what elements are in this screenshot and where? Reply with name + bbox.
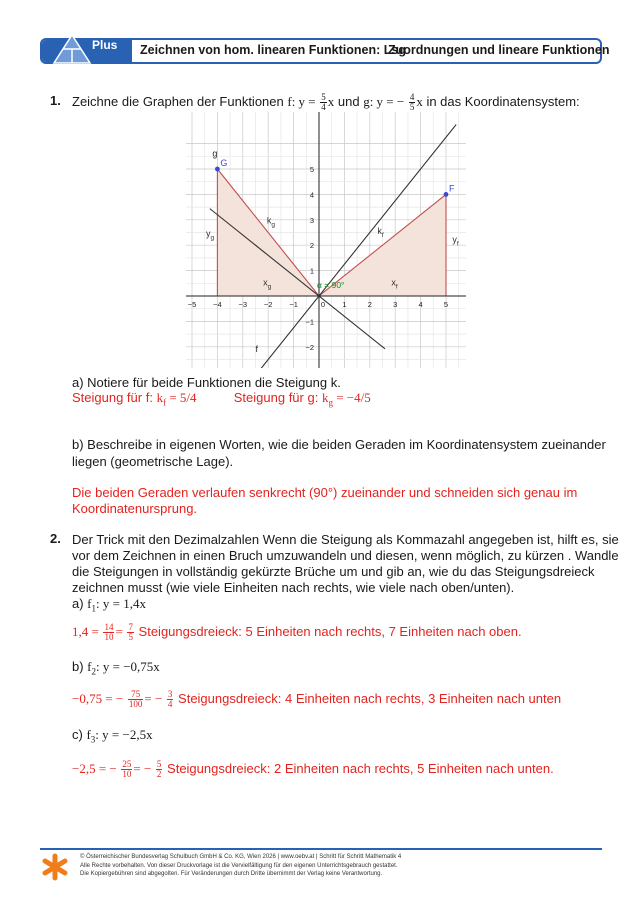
- answer-a-g-label: Steigung für g:: [233, 390, 322, 405]
- k-g-value: = −4/5: [332, 390, 371, 405]
- f-definition-lhs: f: y =: [287, 94, 316, 109]
- task-2b-ans-text: Steigungsdreieck: 4 Einheiten nach rechts, 3 Einheiten nach unten: [174, 691, 562, 706]
- point-label-G: G: [220, 158, 228, 168]
- g-slope-fraction: $\frac{4}{5}$: [409, 92, 415, 113]
- question-b-line-2: liegen (geometrische Lage).: [72, 454, 234, 469]
- x-tick-label: −3: [238, 300, 248, 309]
- x-tick-label: 3: [393, 300, 398, 309]
- worksheet-topic: Zuordnungen und lineare Funktionen: [388, 43, 610, 57]
- label-line-g: g: [212, 148, 218, 159]
- y-tick-label: −1: [305, 317, 314, 327]
- task-2c-sub: 3: [90, 734, 96, 745]
- x-tick-label: 1: [342, 300, 347, 309]
- k-g-sub: g: [328, 397, 333, 408]
- k-f-value: = 5/4: [166, 390, 197, 405]
- worksheet-title: Zeichnen von hom. linearen Funktionen: Lsg: [140, 43, 406, 57]
- fraction-75-100: $\frac{75}{100}$: [128, 689, 143, 710]
- answer-a: [72, 389, 371, 412]
- footer-line-2: Alle Rechte vorbehalten. Von dieser Druckvorlage ist die Vervielfältigung für den eigenen Unterrichtsgebrauch gestattet.: [80, 862, 398, 869]
- question-b-line-1: b) Beschreibe in eigenen Worten, wie die beiden Geraden im Koordinatensystem zueinander: [72, 437, 606, 452]
- y-tick-label: −2: [305, 342, 314, 352]
- point-G: [215, 167, 220, 172]
- x-tick-label: −4: [213, 300, 222, 309]
- task-2c-rest: : y = −2,5x: [95, 727, 153, 742]
- task-2b-rest: : y = −0,75x: [96, 659, 160, 674]
- und: und: [334, 94, 364, 109]
- y-tick-label: 3: [309, 215, 314, 225]
- y-tick-label: 4: [309, 190, 314, 200]
- y-tick-label: 2: [309, 241, 314, 251]
- y-tick-label: 1: [309, 266, 314, 276]
- task-2-line-2: vor dem Zeichnen in einen Bruch umzuwandeln und diesen, wenn möglich, zu kürzen . Wandle: [72, 548, 619, 563]
- task-2c-label: c): [72, 727, 87, 742]
- k-f: k: [156, 390, 164, 405]
- x-tick-label: −2: [263, 300, 273, 309]
- task-2b-sub: 2: [91, 666, 97, 677]
- task-2a-rest: : y = 1,4x: [96, 596, 146, 611]
- f-x: x: [327, 94, 335, 109]
- task-2c-func: f: [86, 727, 91, 742]
- plus-badge: Plus: [92, 38, 118, 52]
- task-2b-func: f: [87, 659, 92, 674]
- fraction-3-4: $\frac{3}{4}$: [167, 689, 173, 710]
- x-tick-label: −5: [187, 300, 197, 309]
- fraction-25-10: $\frac{25}{10}$: [122, 759, 132, 780]
- x-tick-label: 5: [443, 300, 449, 309]
- task-2a: [72, 595, 146, 618]
- task-2c-ans-lhs: −2,5 = −: [72, 761, 117, 776]
- footer-line-1: © Österreichischer Bundesverlag Schulbuch GmbH & Co. KG, Wien 2026 | www.oebv.at | Schritt für Schritt Mathematik 4: [80, 854, 402, 860]
- x-tick-label: 2: [367, 300, 372, 309]
- task-2b-ans-eq: = −: [144, 691, 163, 706]
- task-2a-sub: 1: [91, 603, 97, 614]
- fraction-14-10: $\frac{14}{10}$: [104, 622, 114, 643]
- task-2-line-3: die Steigungen in vollständig gekürzte Brüche um und gib an, wie du das Steigungsdreieck: [72, 564, 595, 579]
- x-tick-label: −1: [289, 300, 298, 309]
- coordinate-system: [186, 112, 466, 368]
- task-2a-ans-lhs: 1,4 =: [72, 624, 99, 639]
- task-2-line-4: zeichnen musst (wie viele Einheiten nach rechts, wie viele nach oben/unten).: [72, 580, 515, 595]
- label-x-f: $x_f$: [391, 277, 398, 291]
- answer-a-f-label: Steigung für f:: [72, 390, 157, 405]
- footer-line-3: Die Kopiergebühren sind abgegolten. Für Veränderungen durch Dritte übernimmt der Verlag keine Verantwortung.: [80, 871, 383, 877]
- x-tick-label: 0: [320, 300, 326, 309]
- y-tick-label: 5: [309, 165, 314, 174]
- f-slope-fraction: $\frac{5}{4}$: [321, 92, 326, 113]
- task-2c-answer: [72, 760, 554, 779]
- task-2b-answer: [72, 690, 561, 709]
- k-g: k: [321, 390, 329, 405]
- point-F: [444, 192, 449, 197]
- task-2-line-1: Der Trick mit den Dezimalzahlen Wenn die Steigung als Kommazahl angegeben ist, hilft es, sie: [72, 532, 619, 547]
- question-a: a) Notiere für beide Funktionen die Steigung k.: [72, 375, 341, 390]
- task-2c-ans-eq: = −: [133, 761, 152, 776]
- footer-copyright: [80, 853, 401, 879]
- label-k-f: $k_f$: [377, 225, 384, 239]
- label-line-f: f: [255, 343, 259, 354]
- answer-b-line-1: Die beiden Geraden verlaufen senkrecht (90°) zueinander und schneiden sich genau im: [72, 485, 578, 500]
- label-x-g: $x_g$: [263, 277, 272, 291]
- publisher-logo-icon: [40, 852, 70, 882]
- task-1-intro-b: in das Koordinatensystem:: [422, 94, 580, 109]
- footer-divider: [40, 848, 602, 850]
- task-2a-ans-eq: =: [115, 624, 123, 639]
- task-1-intro-a: Zeichne die Graphen der Funktionen: [72, 94, 288, 109]
- fraction-7-5: $\frac{7}{5}$: [128, 622, 133, 643]
- label-angle: α = 90°: [317, 280, 345, 290]
- x-tick-label: 4: [418, 300, 423, 309]
- label-k-g: $k_g$: [266, 215, 276, 229]
- task-2c-ans-text: Steigungsdreieck: 2 Einheiten nach rechts, 5 Einheiten nach unten.: [163, 761, 554, 776]
- g-definition-lhs: g: y = −: [363, 94, 405, 109]
- task-2a-func: f: [87, 596, 92, 611]
- k-f-sub: f: [163, 397, 167, 408]
- task-2b-label: b): [72, 659, 88, 674]
- task-2a-ans-text: Steigungsdreieck: 5 Einheiten nach rechts, 7 Einheiten nach oben.: [134, 624, 522, 639]
- task-2-number: 2.: [50, 531, 61, 546]
- fraction-5-2: $\frac{5}{2}$: [156, 759, 162, 780]
- task-1-intro: [72, 93, 580, 112]
- task-2a-answer: [72, 623, 522, 642]
- answer-b-line-2: Koordinatenursprung.: [72, 501, 198, 516]
- task-2b-ans-lhs: −0,75 = −: [72, 691, 124, 706]
- task-2b: [72, 658, 160, 681]
- task-2a-label: a): [72, 596, 88, 611]
- g-x: x: [416, 94, 423, 109]
- point-label-F: F: [449, 183, 455, 194]
- task-2c: [72, 726, 153, 749]
- task-1-number: 1.: [50, 93, 61, 108]
- label-y-g: $y_g$: [205, 228, 215, 242]
- label-y-f: $y_f$: [452, 234, 459, 248]
